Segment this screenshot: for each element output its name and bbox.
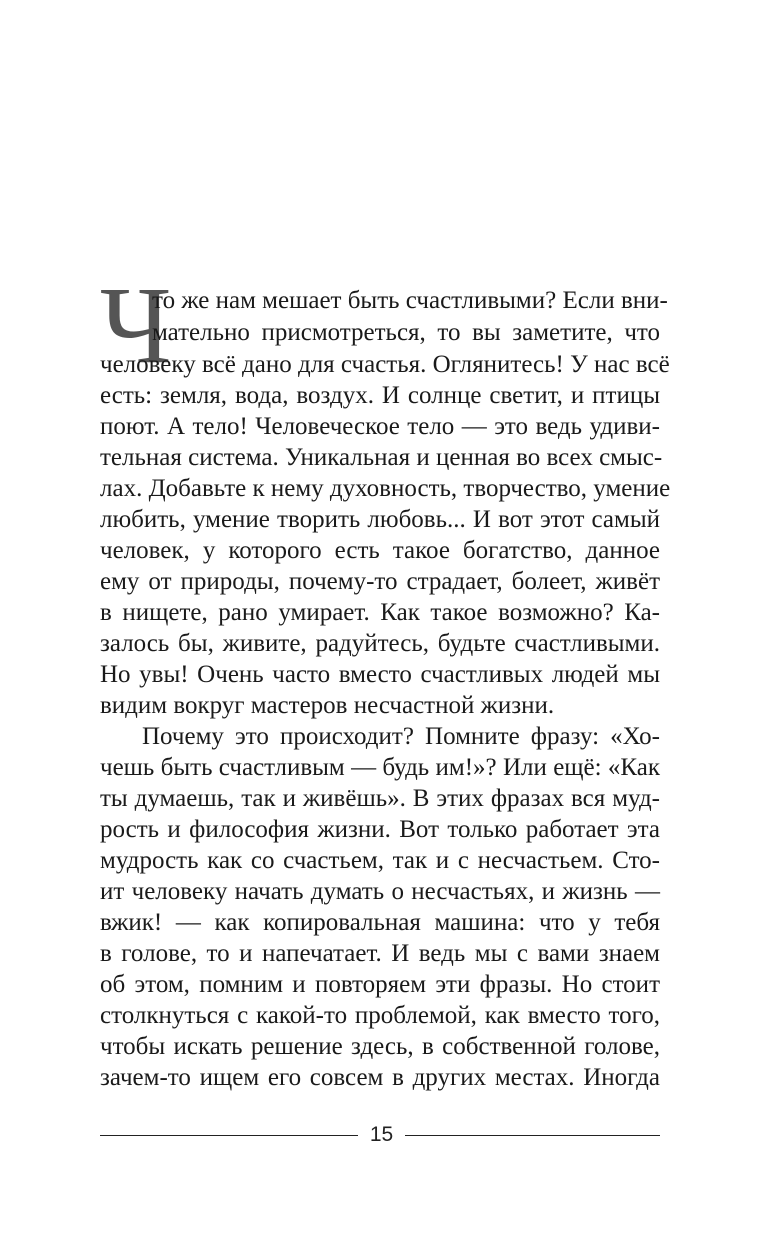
text-line: ит человеку начать думать о несчастьях, и жизнь — <box>100 878 660 905</box>
drop-cap: Ч <box>100 264 172 386</box>
text-line: человек, у которого есть такое богатство, данное <box>100 537 660 564</box>
text-line: поют. А тело! Человеческое тело — это ведь удиви- <box>100 413 660 440</box>
footer-rule-right <box>405 1135 660 1136</box>
text-line: в нищете, рано умирает. Как такое возможно? Ка- <box>100 599 660 626</box>
text-line: видим вокруг мастеров несчастной жизни. <box>100 692 555 719</box>
text-line: Почему это происходит? Помните фразу: «Хо- <box>142 723 660 750</box>
text-line: Но увы! Очень часто вместо счастливых людей мы <box>100 661 660 688</box>
text-line: вжик! — как копировальная машина: что у тебя <box>100 909 660 936</box>
text-line: тельная система. Уникальная и ценная во всех смыс- <box>100 444 663 471</box>
page-number: 15 <box>369 1123 394 1146</box>
text-line: ты думаешь, так и живёшь». В этих фразах вся муд- <box>100 785 660 812</box>
text-line: столкнуться с какой-то проблемой, как вместо того, <box>100 1002 660 1029</box>
text-line: мудрость как со счастьем, так и с несчастьем. Сто- <box>100 847 660 874</box>
text-line: мательно присмотреться, то вы заметите, что <box>152 319 660 346</box>
text-line: залось бы, живите, радуйтесь, будьте счастливыми. <box>100 630 660 657</box>
text-line: об этом, помним и повторяем эти фразы. Но стоит <box>100 971 660 998</box>
text-line: человеку всё дано для счастья. Оглянитесь! У нас всё <box>100 351 670 378</box>
text-line: есть: земля, вода, воздух. И солнце светит, и птицы <box>100 382 660 409</box>
text-line: чтобы искать решение здесь, в собственной голове, <box>100 1033 660 1060</box>
text-line: рость и философия жизни. Вот только работает эта <box>100 816 660 843</box>
text-line: зачем-то ищем его совсем в других местах. Иногда <box>100 1064 660 1091</box>
text-line: любить, умение творить любовь... И вот этот самый <box>100 506 660 533</box>
footer-rule-left <box>100 1135 358 1136</box>
text-line: чешь быть счастливым — будь им!»? Или ещё: «Как <box>100 754 660 781</box>
text-line: в голове, то и напечатает. И ведь мы с вами знаем <box>100 940 660 967</box>
text-line: ему от природы, почему-то страдает, болеет, живёт <box>100 568 660 595</box>
text-line: то же нам мешает быть счастливыми? Если вни- <box>152 287 668 314</box>
text-line: лах. Добавьте к нему духовность, творчество, умение <box>100 475 671 502</box>
